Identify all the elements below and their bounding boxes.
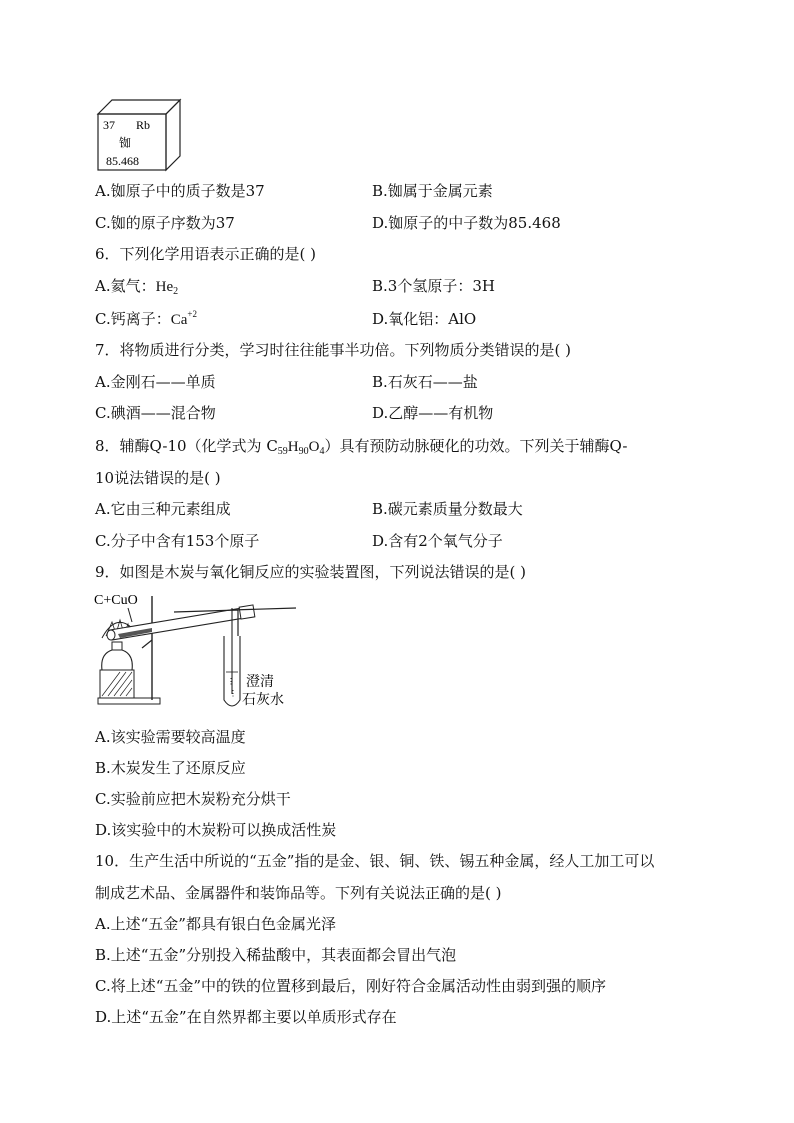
q9-option-d: D.该实验中的木炭粉可以换成活性炭 (95, 821, 337, 839)
q7-option-b: B.石灰石——盐 (372, 373, 478, 391)
q8-sub-oxygen: 4 (319, 446, 325, 457)
svg-text:⋮: ⋮ (229, 689, 237, 698)
q9-option-a: A.该实验需要较高温度 (95, 728, 246, 746)
q8-option-d: D.含有2个氧气分子 (372, 532, 503, 550)
q5-option-d: D.铷原子的中子数为85.468 (372, 214, 561, 232)
q8-option-c: C.分子中含有153个原子 (95, 532, 260, 550)
q6-option-c-superscript: +2 (187, 309, 197, 319)
q6-option-c-label: C.钙离子： (95, 310, 171, 328)
q8-oxygen: O (308, 439, 320, 455)
q9-stem: 9．如图是木炭与氧化铜反应的实验装置图，下列说法错误的是( ) (95, 563, 527, 581)
q6-option-a (95, 275, 178, 297)
apparatus-figure (92, 588, 302, 718)
q5-option-c: C.铷的原子序数为37 (95, 214, 235, 232)
q7-option-c: C.碘酒——混合物 (95, 404, 216, 422)
q8-stem-line1 (95, 435, 627, 457)
q6-option-a-formula: He (155, 279, 174, 295)
q8-stem-prefix: 8．辅酶Q-10（化学式为 C (95, 437, 278, 455)
q5-option-a: A.铷原子中的质子数是37 (95, 182, 265, 200)
element-name: 铷 (119, 136, 132, 150)
q8-option-a: A.它由三种元素组成 (95, 500, 231, 518)
q6-option-c-formula: Ca (170, 312, 188, 328)
q8-sub-carbon: 59 (277, 446, 288, 457)
q9-option-b: B.木炭发生了还原反应 (95, 759, 246, 777)
q9-option-c: C.实验前应把木炭粉充分烘干 (95, 790, 291, 808)
figure-label-reactants: C+CuO (94, 593, 138, 608)
q10-option-d: D.上述“五金”在自然界都主要以单质形式存在 (95, 1008, 397, 1026)
q10-option-a: A.上述“五金”都具有银白色金属光泽 (95, 915, 336, 933)
q8-hydrogen: H (287, 439, 299, 455)
element-symbol: Rb (136, 118, 151, 132)
q7-stem: 7．将物质进行分类，学习时往往能事半功倍。下列物质分类错误的是( ) (95, 341, 572, 359)
q8-sub-hydrogen: 90 (298, 446, 309, 457)
q7-option-d: D.乙醇——有机物 (372, 404, 494, 422)
q8-stem-suffix: ）具有预防动脉硬化的功效。下列关于辅酶Q- (324, 437, 628, 455)
q8-option-b: B.碳元素质量分数最大 (372, 500, 523, 518)
q6-option-a-subscript: 2 (173, 286, 179, 297)
q8-stem-line2: 10说法错误的是( ) (95, 469, 221, 487)
q7-option-a: A.金刚石——单质 (95, 373, 216, 391)
q6-option-b: B.3个氢原子：3H (372, 277, 495, 295)
q10-stem-line1: 10．生产生活中所说的“五金”指的是金、银、铜、铁、锡五种金属，经人工加工可以 (95, 852, 655, 870)
q5-option-b: B.铷属于金属元素 (372, 182, 493, 200)
q10-option-b: B.上述“五金”分别投入稀盐酸中，其表面都会冒出气泡 (95, 946, 457, 964)
element-card (94, 96, 184, 172)
element-mass: 85.468 (106, 154, 139, 168)
q10-stem-line2: 制成艺术品、金属器件和装饰品等。下列有关说法正确的是( ) (95, 884, 502, 902)
q6-option-a-label: A.氦气： (95, 277, 156, 295)
q6-option-c (95, 308, 197, 329)
q6-stem: 6．下列化学用语表示正确的是( ) (95, 245, 317, 263)
figure-label-water-1: 澄清 (246, 675, 274, 690)
q10-option-c: C.将上述“五金”中的铁的位置移到最后，刚好符合金属活动性由弱到强的顺序 (95, 977, 607, 995)
element-number: 37 (103, 118, 115, 132)
svg-text:⋮: ⋮ (227, 677, 235, 686)
figure-label-water-2: 石灰水 (242, 693, 284, 708)
q6-option-d: D.氧化铝：AlO (372, 310, 477, 328)
